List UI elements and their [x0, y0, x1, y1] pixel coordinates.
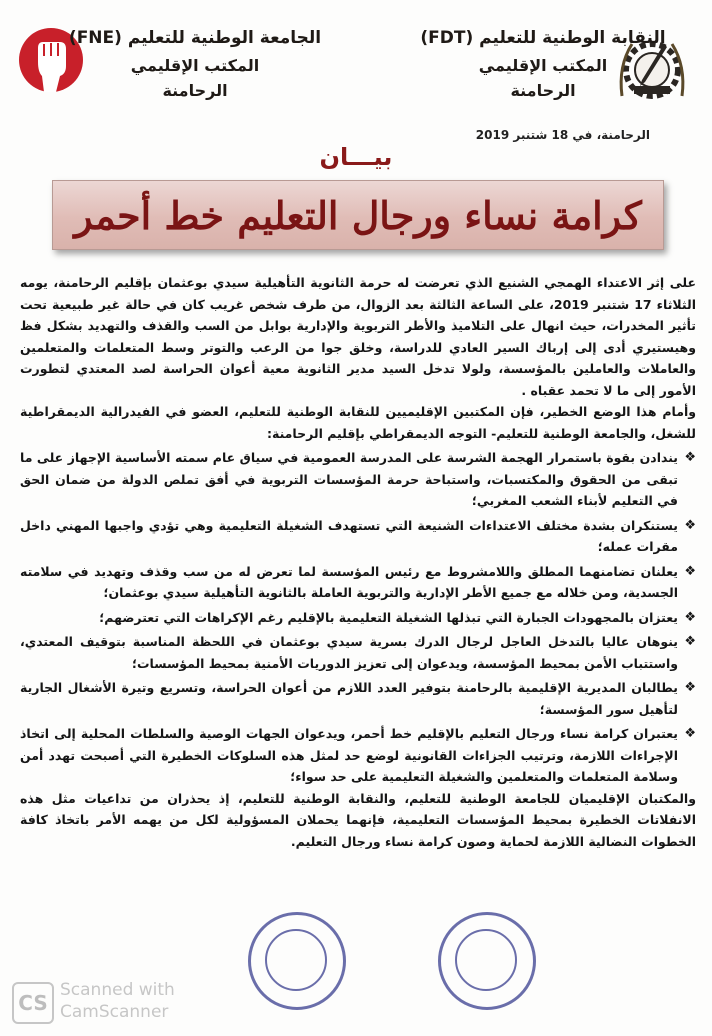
header-right-block: [388, 28, 698, 100]
headline-text: كرامة نساء ورجال التعليم خط أحمر: [74, 192, 642, 238]
bullet-diamond-icon: ❖: [684, 680, 696, 695]
office-label-left: المكتب الإقليمي: [130, 56, 260, 75]
list-item: [20, 607, 696, 629]
circular-union-stamp: [248, 912, 346, 1010]
watermark-line-2: CamScanner: [60, 1002, 169, 1022]
header-left-block: [60, 28, 330, 100]
list-item: [20, 677, 696, 720]
bullet-diamond-icon: ❖: [684, 450, 696, 465]
bullet-diamond-icon: ❖: [684, 634, 696, 649]
list-item-text: يعتزان بالمجهودات الجبارة التي تبذلها الشغيلة التعليمية بالإقليم رغم الإكراهات التي تعترضهم؛: [99, 609, 678, 625]
statement-body: [20, 272, 696, 852]
bullet-diamond-icon: ❖: [684, 726, 696, 741]
statement-heading: بيـــان: [319, 143, 393, 171]
city-label-right: الرحامنة: [510, 81, 576, 100]
bullet-diamond-icon: ❖: [684, 563, 696, 579]
closing-paragraph: والمكتبان الإقليميان للجامعة الوطنية للتعليم، والنقابة الوطنية للتعليم، إذ يحذران من تداعيات مثل هذه الانفلاتات الخطيرة بمحيط المؤسسات التعليمية، فإنهما يحملان المسؤولية لكل من يهمه الأمر باتخاذ كافة الخطوات النضالية اللازمة لحماية وصون كرامة نساء ورجال التعليم.: [20, 790, 696, 849]
list-item-text: ينوهان عاليا بالتدخل العاجل لرجال الدرك بسرية سيدي بوعثمان في اللحظة المناسبة بتوقيف المعتدي، واستتباب الأمن بمحيط المؤسسة، ويدعوان إلى تعزيز الدوريات الأمنية بمحيط المؤسسات؛: [20, 634, 678, 671]
circular-union-stamp: [438, 912, 536, 1010]
list-item: [20, 631, 696, 674]
list-item-text: يعتبران كرامة نساء ورجال التعليم بالإقليم خط أحمر، ويدعوان الجهات الوصية والسلطات المحلية إلى اتخاذ الإجراءات اللازمة، وترتيب الجزاءات القانونية لوضع حد لمثل هذه السلوكات الخطيرة التي أصبحت تهدد أمن وسلامة المتعلمات والمتعلمين والشغيلة التعليمية على حد سواء؛: [20, 726, 678, 784]
union-name-fdt: النقابة الوطنية للتعليم (FDT): [420, 28, 666, 48]
dateline: الرحامنة، في 18 شتنبر 2019: [475, 128, 650, 142]
intro-paragraph: على إثر الاعتداء الهمجي الشنيع الذي تعرضت له حرمة الثانوية التأهيلية سيدي بوعثمان بإقليم الرحامنة، يومه الثلاثاء 17 شتنبر 2019، على الساعة الثالثة بعد الزوال، من طرف شخص غريب كان في حالة غير طبيعية تحت تأثير المخدرات، حيث انهال على التلاميذ والأطر التربوية والإدارية بوابل من السب والقذف والتهديد بشكل فظ وهيستيري أدى إلى إرباك السير العادي للدراسة، وخلق جوا من الرعب والتوتر وسط المتعلمات والمتعلمين والعاملات والعاملين بالمؤسسة، ولولا تدخل السيد مدير الثانوية معية أعوان الحراسة لصد المعتدي لتطورت الأمور إلى ما لا تحمد عقباه .: [20, 275, 696, 398]
camscanner-badge: CS: [12, 982, 54, 1024]
stamp-inner-ring: [455, 929, 517, 991]
headline-banner: [52, 180, 664, 250]
bullet-diamond-icon: ❖: [684, 517, 696, 533]
list-item: [20, 515, 696, 558]
watermark-line-1: Scanned with: [60, 980, 175, 1000]
bullet-diamond-icon: ❖: [684, 609, 696, 625]
list-item-text: يستنكران بشدة مختلف الاعتداءات الشنيعة التي تستهدف الشغيلة التعليمية وهي تؤدي واجبها المهني داخل مقرات عمله؛: [20, 517, 678, 554]
list-item: [20, 723, 696, 788]
city-label-left: الرحامنة: [162, 81, 228, 100]
list-item-text: يندادن بقوة باستمرار الهجمة الشرسة على المدرسة العمومية في سياق عام سمته الأساسية الإجهاز على ما تبقى من الحقوق والمكتسبات، واستباحة حرمة المؤسسات التربوية في أفق تملص الدولة من ضمان الحق في التعليم لأبناء الشعب المغربي؛: [20, 450, 678, 508]
list-item: [20, 447, 696, 512]
office-label-right: المكتب الإقليمي: [478, 56, 608, 75]
list-item-text: يعلنان تضامنهما المطلق واللامشروط مع رئيس المؤسسة لما تعرض له من سب وقذف وتهديد في سلامته الجسدية، ومن خلاله مع جميع الأطر الإدارية والتربوية العاملة بالثانوية التأهيلية سيدي بوعثمان؛: [20, 563, 678, 600]
list-item: [20, 561, 696, 604]
intro-paragraph: وأمام هذا الوضع الخطير، فإن المكتبين الإقليميين للنقابة الوطنية للتعليم، العضو في الفيدرالية الديمقراطية للشغل، والجامعة الوطنية للتعليم- التوجه الديمقراطي بإقليم الرحامنة:: [20, 404, 696, 441]
list-item-text: يطالبان المديرية الإقليمية بالرحامنة بتوفير العدد اللازم من أعوان الحراسة، وتسريع وتيرة الأشغال الجارية لتأهيل سور المؤسسة؛: [20, 680, 678, 717]
union-name-fne: الجامعة الوطنية للتعليم (FNE): [68, 28, 322, 48]
stamp-inner-ring: [265, 929, 327, 991]
scanner-watermark: [8, 978, 238, 1028]
